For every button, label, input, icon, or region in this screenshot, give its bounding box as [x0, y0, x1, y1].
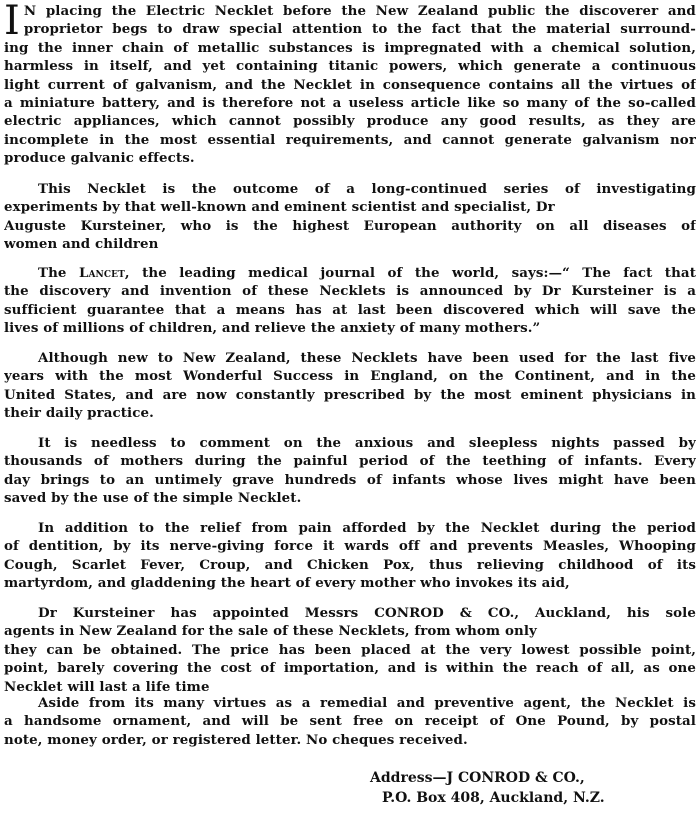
text-line: Auguste Kursteiner, who is the highest European authority on all diseases of — [4, 217, 696, 234]
paragraph-origin — [4, 180, 696, 254]
text-line: the discovery and invention of these Necklets is announced by Dr Kursteiner is a — [4, 283, 696, 300]
text-line: Aside from its many virtues as a remedial and preventive agent, the Necklet is — [38, 695, 696, 711]
text-line: they can be obtained. The price has been placed at the very lowest possible point, — [4, 641, 696, 658]
text-line: N placing the Electric Necklet before the New Zealand public the discoverer and — [23, 3, 696, 19]
text-line: electric appliances, which cannot possibly produce any good results, as they are — [4, 113, 696, 130]
text-line: produce galvanic effects. — [4, 150, 195, 167]
text-line: note, money order, or registered letter. No cheques received. — [4, 731, 468, 748]
text-line: Although new to New Zealand, these Necklets have been used for the last five — [38, 350, 696, 366]
text-line: experiments by that well-known and eminent scientist and specialist, Dr — [4, 199, 555, 216]
text-line: a handsome ornament, and will be sent free on receipt of One Pound, by postal — [4, 713, 696, 730]
paragraph-lancet-quote — [4, 264, 696, 338]
text-line: agents in New Zealand for the sale of these Necklets, from whom only — [4, 623, 537, 640]
text-line: day brings to an untimely grave hundreds of infants whose lives might have been — [4, 471, 696, 488]
text-line: years with the most Wonderful Success in England, on the Continent, and in the — [4, 368, 696, 385]
text-line: sufficient guarantee that a means has at last been discovered which will save the — [4, 301, 696, 318]
text-line: lives of millions of children, and relieve the anxiety of many mothers.” — [4, 320, 541, 337]
paragraph-teething — [4, 434, 696, 508]
text-line: In addition to the relief from pain afforded by the Necklet during the period — [38, 520, 696, 536]
text-line: ing the inner chain of metallic substances is impregnated with a chemical solution, — [4, 39, 696, 56]
text-line: It is needless to comment on the anxious and sleepless nights passed by — [38, 435, 696, 451]
text-line: martyrdom, and gladdening the heart of every mother who invokes its aid, — [4, 575, 570, 592]
paragraph-introduction — [4, 2, 696, 168]
text-line: incomplete in the most essential requirements, and cannot generate galvanism nor — [4, 131, 696, 148]
text-line: harmless in itself, and yet containing titanic powers, which generate a continuous — [4, 58, 696, 75]
text-line: point, barely covering the cost of importation, and is within the reach of all, as one — [4, 660, 696, 677]
text-line: Necklet will last a life time — [4, 678, 210, 695]
text-line — [4, 264, 696, 282]
address-line-2: P.O. Box 408, Auckland, N.Z. — [382, 790, 605, 806]
text-line: women and children — [4, 236, 159, 253]
text-line: saved by the use of the simple Necklet. — [4, 490, 302, 507]
text-line: light current of galvanism, and the Necklet in consequence contains all the virtues of — [4, 76, 696, 93]
paragraph-dentition — [4, 519, 696, 593]
text-line: a miniature battery, and is therefore not a useless article like so many of the so-called — [4, 95, 696, 112]
text-line: Dr Kursteiner has appointed Messrs CONROD & CO., Auckland, his sole — [38, 605, 696, 621]
journal-name: Lancet — [78, 265, 125, 281]
drop-cap: I — [4, 0, 20, 44]
paragraph-success — [4, 349, 696, 423]
text-line: Cough, Scarlet Fever, Croup, and Chicken Pox, thus relieving childhood of its — [4, 556, 696, 573]
text-line: thousands of mothers during the painful period of the teething of infants. Every — [4, 453, 696, 470]
paragraph-agents — [4, 604, 696, 696]
paragraph-ornament — [4, 694, 696, 749]
address-block — [370, 768, 605, 808]
text-line: This Necklet is the outcome of a long-continued series of investigating — [38, 181, 696, 197]
text-line: United States, and are now constantly prescribed by the most eminent physicians in — [4, 386, 696, 403]
text-line: proprietor begs to draw special attention to the fact that the material surround- — [23, 21, 696, 38]
text-line: of dentition, by its nerve-giving force it wards off and prevents Measles, Whooping — [4, 538, 696, 555]
lead-word: The — [38, 265, 67, 281]
quote-intro: , the leading medical journal of the world, says:—“ The fact that — [124, 265, 696, 281]
address-line-1: Address—J CONROD & CO., — [370, 770, 585, 786]
text-line: their daily practice. — [4, 405, 154, 422]
